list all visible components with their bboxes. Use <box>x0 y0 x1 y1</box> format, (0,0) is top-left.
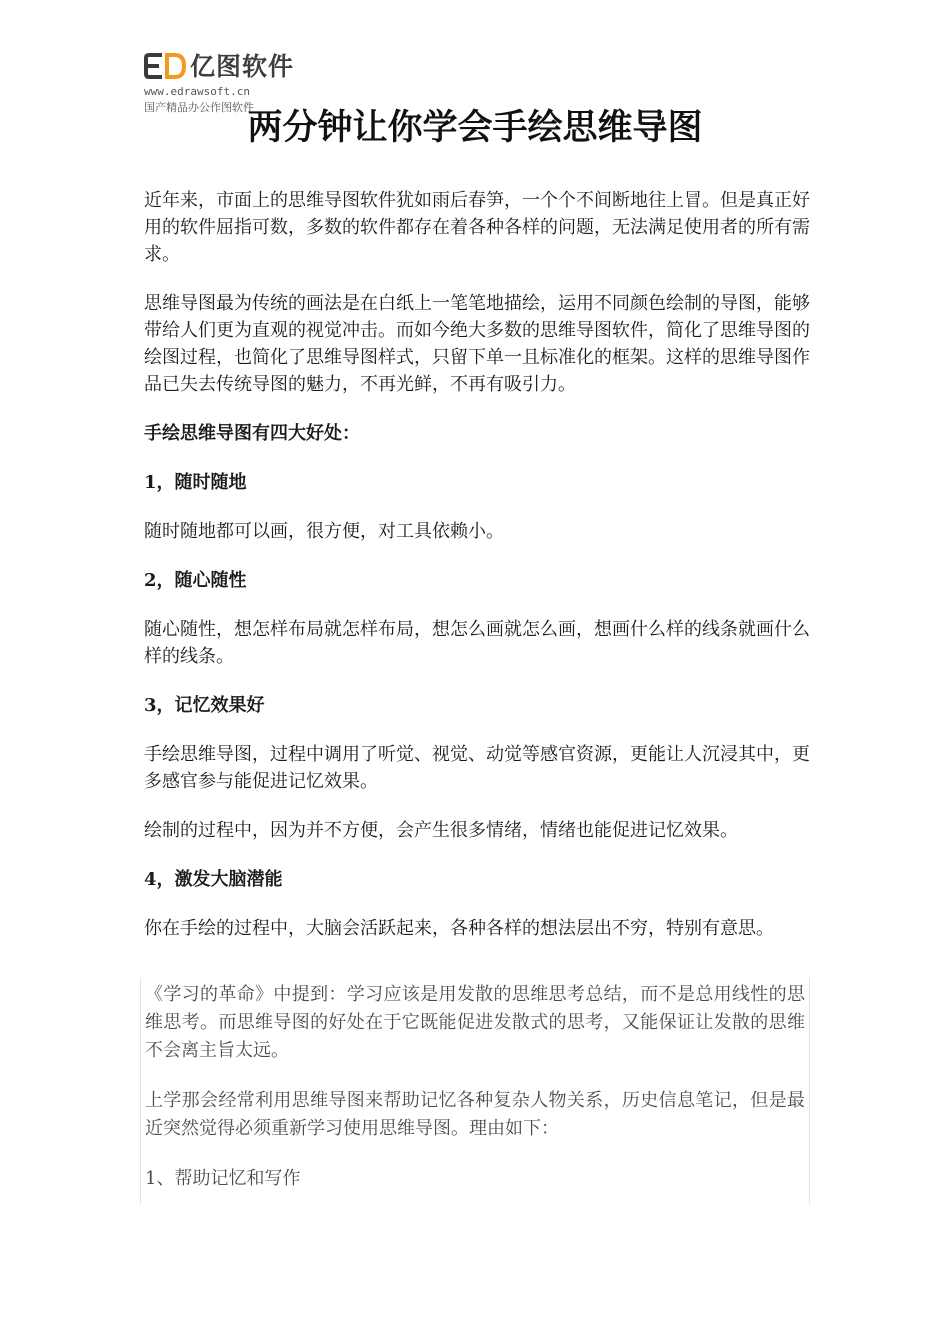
benefit-heading-2: 2，随心随性 <box>144 570 247 591</box>
benefit-text-4: 你在手绘的过程中，大脑会活跃起来，各种各样的想法层出不穷，特别有意思。 <box>144 918 774 939</box>
document-title: 两分钟让你学会手绘思维导图 <box>247 107 703 148</box>
paragraph-traditional: 思维导图最为传统的画法是在白纸上一笔笔地描绘，运用不同颜色绘制的导图，能够带给人们更为直观的视觉冲击。而如今绝大多数的思维导图软件，简化了思维导图的绘图过程，也简化了思维导图样式，只留下单一且标准化的框架。这样的思维导图作品已失去传统导图的魅力，不再光鲜，不再有吸引力。 <box>144 293 810 395</box>
benefit-text-2: 随心随性，想怎样布局就怎样布局，想怎么画就怎么画，想画什么样的线条就画什么样的线条。 <box>144 619 810 667</box>
paragraph-intro: 近年来，市面上的思维导图软件犹如雨后春笋，一个个不间断地往上冒。但是真正好用的软件屈指可数，多数的软件都存在着各种各样的问题，无法满足使用者的所有需求。 <box>144 190 810 265</box>
quote-paragraph-3: 1、帮助记忆和写作 <box>145 1168 301 1189</box>
benefit-heading-3: 3，记忆效果好 <box>144 695 265 716</box>
benefit-text-3b: 绘制的过程中，因为并不方便，会产生很多情绪，情绪也能促进记忆效果。 <box>144 820 738 841</box>
quoted-block <box>140 978 810 1204</box>
logo-brand-name: 亿图软件 <box>190 52 295 81</box>
benefits-heading: 手绘思维导图有四大好处： <box>144 423 360 444</box>
quote-paragraph-2: 上学那会经常利用思维导图来帮助记忆各种复杂人物关系，历史信息笔记，但是最近突然觉得必须重新学习使用思维导图。理由如下： <box>145 1090 805 1139</box>
quote-paragraph-1: 《学习的革命》中提到：学习应该是用发散的思维思考总结，而不是总用线性的思维思考。而思维导图的好处在于它既能促进发散式的思考，又能保证让发散的思维不会离主旨太远。 <box>145 984 805 1061</box>
logo-slogan: 国产精品办公作图软件 <box>144 101 254 114</box>
document-body <box>144 187 810 942</box>
benefit-heading-1: 1，随时随地 <box>144 472 247 493</box>
logo-url: www.edrawsoft.cn <box>144 85 250 98</box>
benefit-text-1: 随时随地都可以画，很方便，对工具依赖小。 <box>144 521 504 542</box>
edraw-logo-icon <box>144 52 186 80</box>
benefit-text-3a: 手绘思维导图，过程中调用了听觉、视觉、动觉等感官资源，更能让人沉浸其中，更多感官参与能促进记忆效果。 <box>144 744 810 792</box>
benefit-heading-4: 4，激发大脑潜能 <box>144 869 283 890</box>
